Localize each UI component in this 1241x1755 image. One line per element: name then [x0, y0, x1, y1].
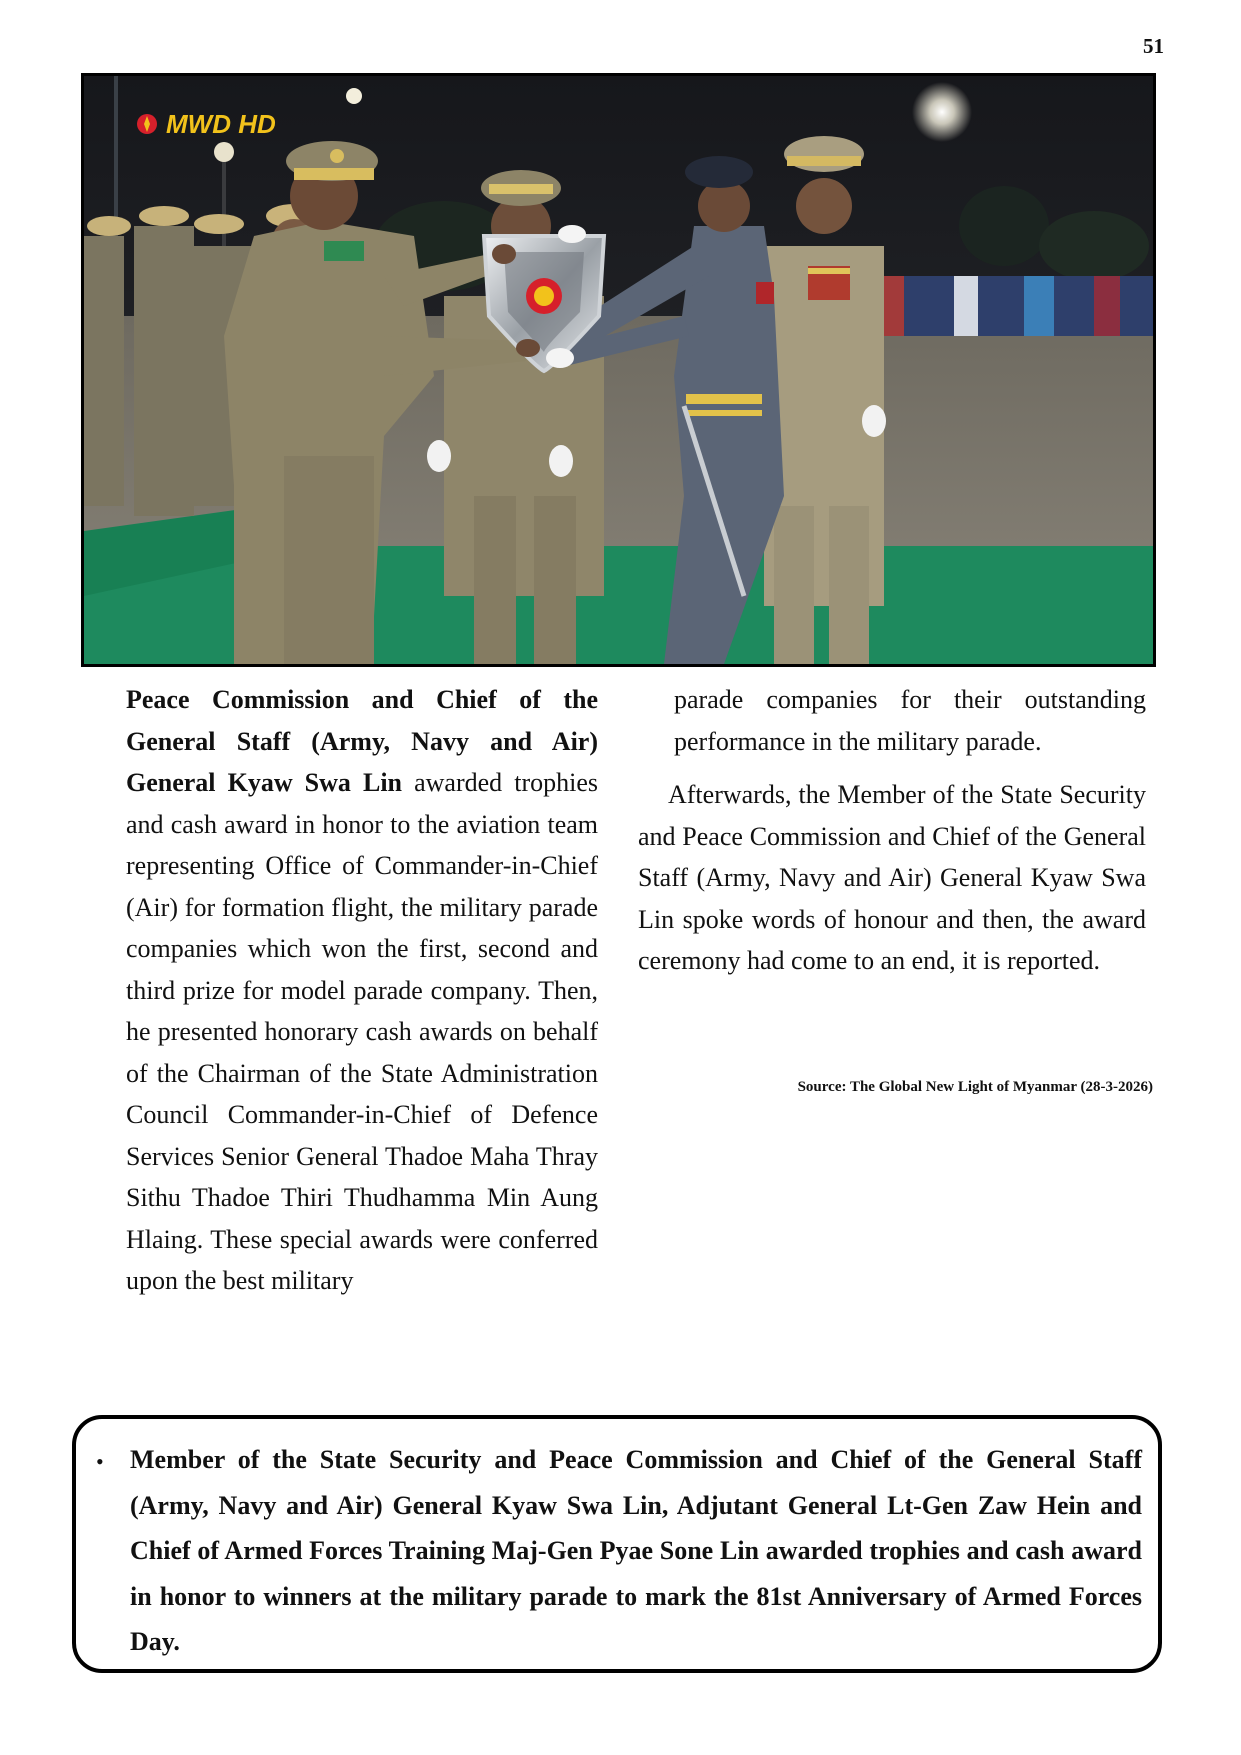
summary-box	[72, 1415, 1162, 1673]
bold-lead: Peace Commission and Chief of the General Staff (Army, Navy and Air) General Kyaw Swa Lin	[126, 685, 598, 797]
right-paragraph-2: Afterwards, the Member of the State Security and Peace Commission and Chief of the General Staff (Army, Navy and Air) General Kyaw Swa Lin spoke words of honour and then, the award ceremony had come to an end, it is reported.	[638, 780, 1146, 975]
right-column	[638, 679, 1146, 982]
left-body-text: awarded trophies and cash award in honor to the aviation team representing Office of Commander-in-Chief (Air) for formation flight, the military parade companies which won the first, second and third prize for model parade company. Then, he presented honorary cash awards on behalf of the Chairman of the State Administration Council Commander-in-Chief of Defence Services Senior General Thadoe Maha Thray Sithu Thadoe Thiri Thudhamma Min Aung Hlaing. These special awards were conferred upon the best military	[126, 768, 598, 1295]
continuation-text: parade companies for their outstanding performance in the military parade.	[674, 685, 1146, 756]
left-column-paragraph	[126, 679, 598, 1302]
bullet-icon: •	[96, 1449, 104, 1474]
left-column	[126, 679, 598, 1302]
summary-text: Member of the State Security and Peace Commission and Chief of the General Staff (Army, Navy and Air) General Kyaw Swa Lin, Adjutant General Lt-Gen Zaw Hein and Chief of Armed Forces Training Maj-Gen Pyae Sone Lin awarded trophies and cash award in honor to winners at the military parade to mark the 81st Anniversary of Armed Forces Day.	[130, 1445, 1142, 1656]
source-credit: Source: The Global New Light of Myanmar (28-3-2026)	[797, 1079, 1153, 1095]
page-number: 51	[1143, 34, 1164, 58]
ceremony-photo	[81, 73, 1156, 667]
broadcaster-logo: MWD HD	[166, 109, 276, 139]
